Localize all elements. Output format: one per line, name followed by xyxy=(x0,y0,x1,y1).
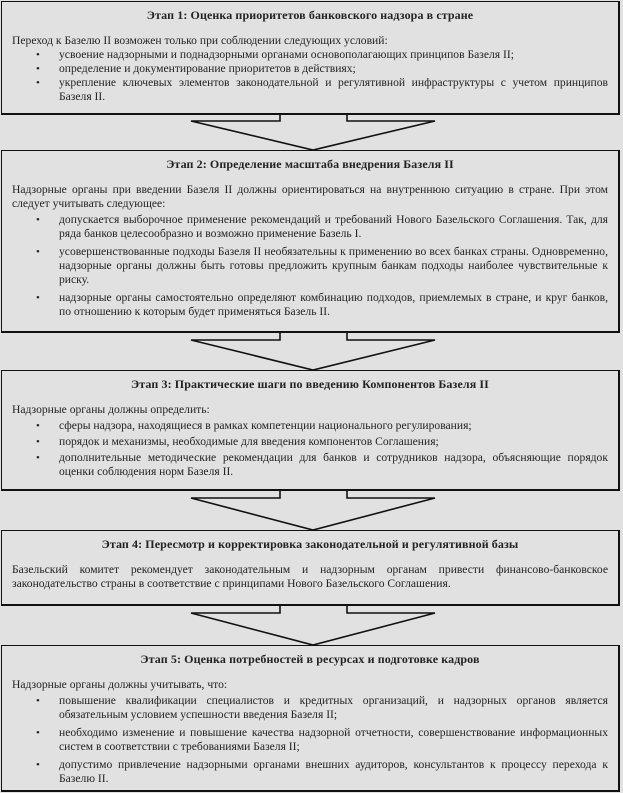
stage-4-title: Этап 4: Пересмотр и корректировка законодательной и регулятивной базы xyxy=(101,537,519,551)
bullet-icon: • xyxy=(36,759,40,771)
list-item: • укрепление ключевых элементов законодательной и регулятивной инфраструктуры с учетом принципов Базеля II. xyxy=(36,76,608,103)
bullet-icon: • xyxy=(36,420,40,432)
bullet-icon: • xyxy=(36,452,40,464)
stage-1-intro: Переход к Базелю II возможен только при соблюдении следующих условий: xyxy=(12,34,388,47)
list-item: • сферы надзора, находящиеся в рамках компетенции национального регулирования; xyxy=(36,419,472,432)
bullet-icon: • xyxy=(36,49,40,61)
arrow-down-icon xyxy=(0,115,623,151)
arrow-down-icon xyxy=(0,333,623,371)
list-item: • определение и документирование приоритетов в действиях; xyxy=(36,62,356,75)
stage-3-bullets xyxy=(12,419,608,479)
stage-5-bullets xyxy=(12,694,608,786)
stage-2-intro: Надзорные органы при введении Базеля II должны ориентироваться на внутреннюю ситуацию в стране. При этом следует учитывать следующее: xyxy=(12,183,608,210)
stage-4-intro: Базельский комитет рекомендует законодательным и надзорным органам привести финансово-банковское законодательство страны в соответствие с принципами Нового Базельского Соглашения. xyxy=(12,563,608,590)
bullet-icon: • xyxy=(36,292,40,304)
bullet-icon: • xyxy=(36,63,40,75)
list-item: • необходимо изменение и повышение качества надзорной отчетности, совершенствование информационных систем в соответствии с требованиями Базеля II; xyxy=(36,726,608,753)
arrow-down-icon xyxy=(0,606,623,646)
stage-3-title: Этап 3: Практические шаги по введению Компонентов Базеля II xyxy=(131,377,489,391)
bullet-icon: • xyxy=(36,727,40,739)
stage-2-box xyxy=(1,150,620,333)
stage-2-title: Этап 2: Определение масштаба внедрения Базеля II xyxy=(166,157,454,171)
bullet-icon: • xyxy=(36,436,40,448)
bullet-icon: • xyxy=(36,246,40,258)
bullet-icon: • xyxy=(36,77,40,89)
stage-2-bullets xyxy=(12,213,608,319)
stage-4-box xyxy=(1,530,620,606)
stage-5-intro: Надзорные органы должны учитывать, что: xyxy=(12,678,228,691)
stage-1-title: Этап 1: Оценка приоритетов банковского надзора в стране xyxy=(146,8,474,22)
stage-5-title: Этап 5: Оценка потребностей в ресурсах и подготовке кадров xyxy=(140,652,480,666)
list-item: • дополнительные методические рекомендации для банков и сотрудников надзора, объясняющие порядок оценки соблюдения норм Базеля II. xyxy=(36,451,608,478)
arrow-down-icon xyxy=(0,491,623,531)
list-item: • порядок и механизмы, необходимые для введения компонентов Соглашения; xyxy=(36,435,439,448)
bullet-icon: • xyxy=(36,214,40,226)
list-item: • допустимо привлечение надзорными органами внешних аудиторов, консультантов к процессу перехода к Базелю II. xyxy=(36,758,608,785)
stage-1-box xyxy=(1,1,620,115)
stage-3-box xyxy=(1,370,620,491)
list-item: • надзорные органы самостоятельно определяют комбинацию подходов, приемлемых в стране, и круг банков, по отношению к которым будет применяться Базель II. xyxy=(36,291,608,318)
list-item: • допускается выборочное применение рекомендаций и требований Нового Базельского Соглашения. Так, для ряда банков целесообразно и возможно применение Базель I. xyxy=(36,213,608,240)
list-item: • усовершенствованные подходы Базеля II необязательны к применению во всех банках страны. Одновременно, надзорные органы должны быть готовы предложить крупным банкам подходы наиболее чувствительные к риску. xyxy=(36,245,608,286)
stage-5-box xyxy=(1,645,620,792)
stage-1-bullets xyxy=(12,48,608,104)
list-item: • повышение квалификации специалистов и кредитных организаций, и надзорных органов является обязательным условием успешности введения Базеля II; xyxy=(36,694,608,721)
bullet-icon: • xyxy=(36,695,40,707)
stage-3-intro: Надзорные органы должны определить: xyxy=(12,403,210,416)
list-item: • усвоение надзорными и поднадзорными органами основополагающих принципов Базеля II; xyxy=(36,48,514,61)
